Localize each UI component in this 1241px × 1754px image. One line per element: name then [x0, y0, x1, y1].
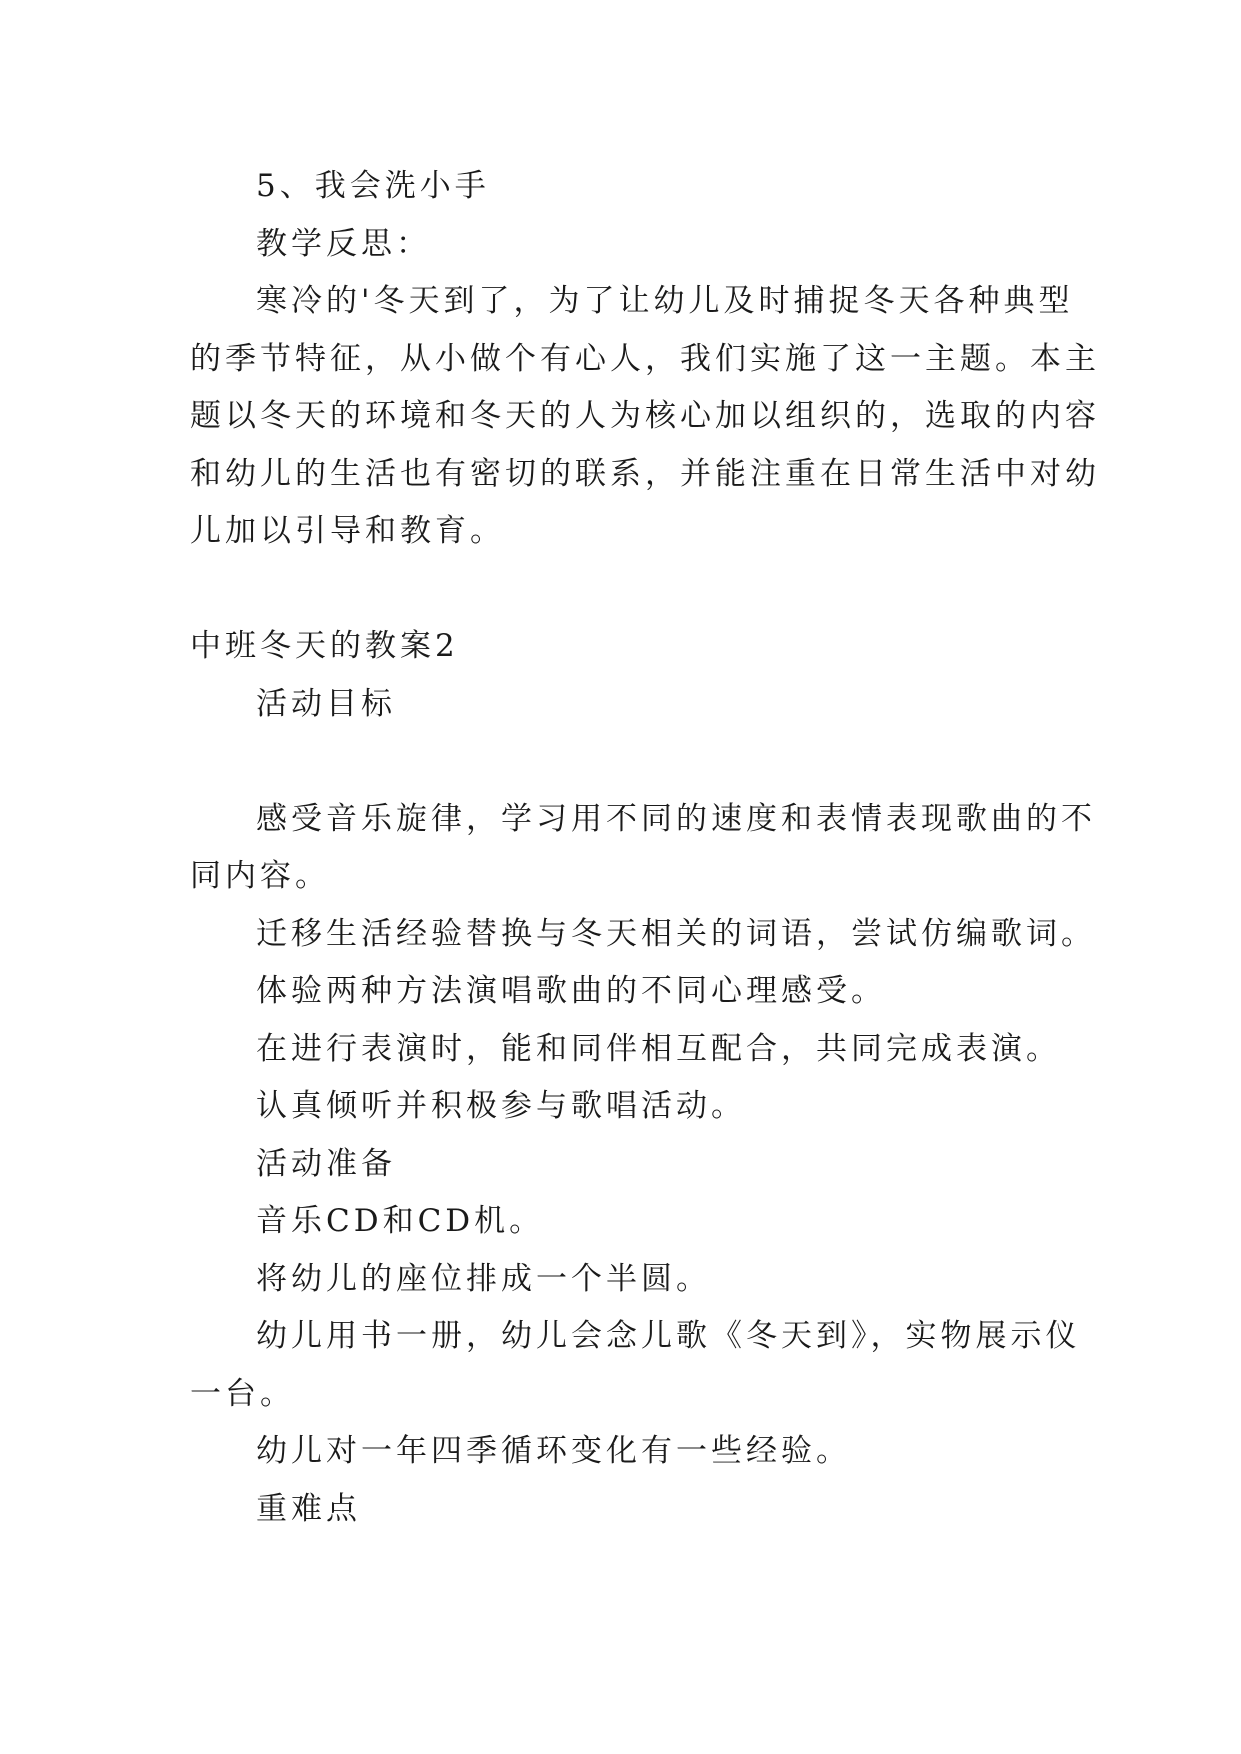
paragraph-line: 认真倾听并积极参与歌唱活动。 [256, 1088, 746, 1124]
paragraph-line: 迁移生活经验替换与冬天相关的词语，尝试仿编歌词。 [256, 916, 1096, 952]
goals-heading: 活动目标 [256, 686, 396, 722]
paragraph-line: 幼儿对一年四季循环变化有一些经验。 [256, 1433, 851, 1469]
paragraph-line: 儿加以引导和教育。 [190, 513, 505, 549]
difficulty-heading: 重难点 [256, 1491, 361, 1527]
reflection-heading: 教学反思： [256, 226, 431, 262]
paragraph-line: 音乐CD和CD机。 [256, 1203, 545, 1239]
paragraph-line: 题以冬天的环境和冬天的人为核心加以组织的，选取的内容 [190, 398, 1100, 434]
paragraph-line: 的季节特征，从小做个有心人，我们实施了这一主题。本主 [190, 341, 1100, 377]
paragraph-line: 一台。 [190, 1376, 295, 1412]
paragraph-line: 同内容。 [190, 858, 330, 894]
paragraph-line: 寒冷的'冬天到了，为了让幼儿及时捕捉冬天各种典型 [256, 283, 1074, 319]
paragraph-line: 感受音乐旋律，学习用不同的速度和表情表现歌曲的不 [256, 801, 1096, 837]
paragraph-line: 将幼儿的座位排成一个半圆。 [256, 1261, 711, 1297]
paragraph-line: 体验两种方法演唱歌曲的不同心理感受。 [256, 973, 886, 1009]
list-item-5: 5、我会洗小手 [256, 168, 490, 204]
paragraph-line: 和幼儿的生活也有密切的联系，并能注重在日常生活中对幼 [190, 456, 1100, 492]
section-title: 中班冬天的教案2 [190, 628, 459, 664]
paragraph-line: 幼儿用书一册，幼儿会念儿歌《冬天到》，实物展示仪 [256, 1318, 1081, 1354]
prep-heading: 活动准备 [256, 1146, 396, 1182]
paragraph-line: 在进行表演时，能和同伴相互配合，共同完成表演。 [256, 1031, 1061, 1067]
